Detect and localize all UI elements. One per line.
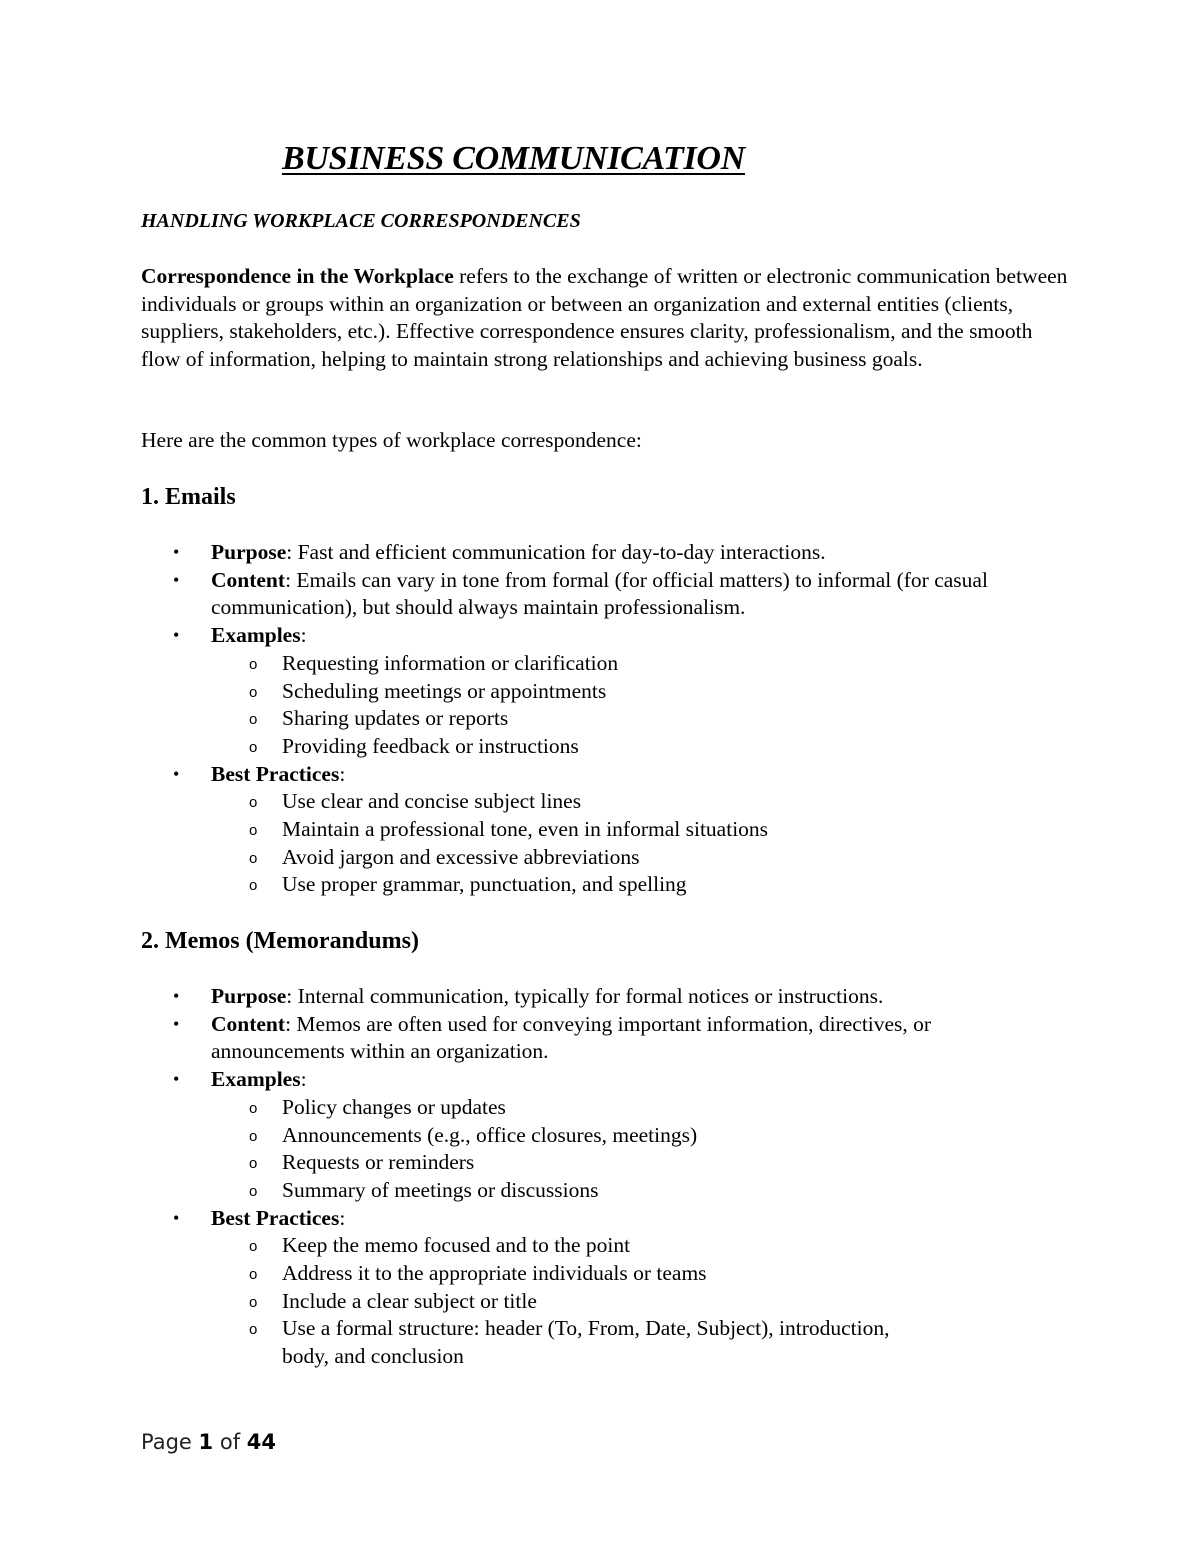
sub-item-text: Announcements (e.g., office closures, meetings) bbox=[282, 1122, 698, 1147]
bullet-symbol: • bbox=[173, 625, 180, 646]
sub-list-item bbox=[0, 1149, 1070, 1177]
bullet-label: Best Practices bbox=[211, 761, 340, 786]
sub-item-text: Summary of meetings or discussions bbox=[282, 1177, 599, 1202]
sub-list-item bbox=[0, 1177, 1070, 1205]
sub-item-text: Scheduling meetings or appointments bbox=[282, 678, 607, 703]
sub-bullet-symbol: o bbox=[249, 1155, 258, 1173]
bullet-text: : Emails can vary in tone from formal (for official matters) to informal (for casual communication), but should always maintain professionalism. bbox=[211, 567, 988, 620]
page-footer bbox=[141, 1430, 276, 1454]
sub-item-text: Avoid jargon and excessive abbreviations bbox=[282, 844, 640, 869]
section-heading-memos: 2. Memos (Memorandums) bbox=[141, 928, 419, 954]
sub-bullet-symbol: o bbox=[249, 683, 258, 701]
sub-list-item bbox=[0, 733, 1070, 761]
bullet-text: : Memos are often used for conveying important information, directives, or announcements within an organization. bbox=[211, 1011, 932, 1064]
sub-bullet-symbol: o bbox=[249, 1182, 258, 1200]
sub-list bbox=[211, 1232, 1070, 1371]
sub-bullet-symbol: o bbox=[249, 711, 258, 729]
sub-bullet-symbol: o bbox=[249, 1127, 258, 1145]
sub-item-text: Keep the memo focused and to the point bbox=[282, 1233, 631, 1258]
bullet-label: Best Practices bbox=[211, 1205, 340, 1230]
sub-bullet-symbol: o bbox=[249, 794, 258, 812]
sub-bullet-symbol: o bbox=[249, 1321, 258, 1339]
bullet-label: Content bbox=[211, 567, 286, 592]
bullet-symbol: • bbox=[173, 1207, 180, 1228]
bullet-text: : bbox=[339, 1205, 346, 1230]
sub-list-item bbox=[0, 1122, 1070, 1150]
bullet-item bbox=[0, 539, 1200, 567]
sub-item-text: Address it to the appropriate individuals or teams bbox=[282, 1261, 707, 1286]
sub-item-text: Use proper grammar, punctuation, and spelling bbox=[282, 872, 687, 897]
sub-bullet-symbol: o bbox=[249, 655, 258, 673]
sub-list-item bbox=[0, 678, 1070, 706]
bullet-label: Purpose bbox=[211, 984, 287, 1008]
sub-item-text: Requests or reminders bbox=[282, 1150, 475, 1175]
bullet-item bbox=[0, 567, 1200, 622]
bullet-item bbox=[0, 622, 1200, 761]
sub-list-item bbox=[0, 1094, 1070, 1122]
footer-current-page: 1 bbox=[198, 1430, 214, 1454]
sub-list-item bbox=[0, 705, 1070, 733]
bullet-label: Examples bbox=[211, 1067, 301, 1092]
bullet-item bbox=[0, 1066, 1200, 1205]
sub-list-item bbox=[0, 1315, 1070, 1370]
sub-bullet-symbol: o bbox=[249, 877, 258, 895]
bullet-text: : Fast and efficient communication for day-to-day interactions. bbox=[286, 540, 826, 564]
sub-item-text: Policy changes or updates bbox=[282, 1094, 506, 1119]
bullet-item bbox=[0, 761, 1200, 900]
sub-list bbox=[211, 1094, 1070, 1205]
bullet-item bbox=[0, 983, 1200, 1011]
sub-item-text: Use a formal structure: header (To, From, Date, Subject), introduction, body, and conclusion bbox=[282, 1316, 890, 1369]
memos-bullet-list bbox=[0, 983, 1200, 1371]
sub-list-item bbox=[0, 1232, 1070, 1260]
footer-page-word: Page bbox=[141, 1430, 192, 1454]
sub-bullet-symbol: o bbox=[249, 849, 258, 867]
sub-item-text: Include a clear subject or title bbox=[282, 1288, 537, 1313]
bullet-text: : bbox=[300, 1067, 307, 1092]
sub-list-item bbox=[0, 871, 1070, 899]
bullet-label: Content bbox=[211, 1011, 286, 1036]
bullet-item bbox=[0, 1205, 1200, 1371]
sub-bullet-symbol: o bbox=[249, 738, 258, 756]
sub-list-item bbox=[0, 816, 1070, 844]
sub-list bbox=[211, 788, 1070, 899]
bullet-symbol: • bbox=[173, 1013, 180, 1034]
section-heading-emails: 1. Emails bbox=[141, 484, 236, 510]
footer-total-pages: 44 bbox=[246, 1430, 277, 1454]
intro-text: refers to the exchange of written or electronic communication between individuals or groups within an organization or between an organization and external entities (clients, suppliers, stakeholders, etc.). Effective correspondence ensures clarity, professionalism, and the smooth flow of information, helping to maintain strong relationships and achieving business goals. bbox=[141, 264, 1068, 371]
bullet-symbol: • bbox=[173, 542, 180, 562]
sub-item-text: Use clear and concise subject lines bbox=[282, 789, 582, 814]
bullet-symbol: • bbox=[173, 986, 180, 1006]
sub-list bbox=[211, 650, 1070, 761]
sub-item-text: Providing feedback or instructions bbox=[282, 733, 579, 758]
sub-list-item bbox=[0, 1260, 1070, 1288]
bullet-text: : bbox=[339, 761, 346, 786]
sub-bullet-symbol: o bbox=[249, 1238, 258, 1256]
footer-of-word: of bbox=[219, 1430, 241, 1454]
sub-list-item bbox=[0, 788, 1070, 816]
bullet-symbol: • bbox=[173, 1069, 180, 1090]
sub-bullet-symbol: o bbox=[249, 822, 258, 840]
intro-term: Correspondence in the Workplace bbox=[141, 264, 454, 288]
sub-bullet-symbol: o bbox=[249, 1266, 258, 1284]
sub-bullet-symbol: o bbox=[249, 1099, 258, 1117]
lead-line: Here are the common types of workplace correspondence: bbox=[141, 428, 642, 452]
bullet-label: Purpose bbox=[211, 540, 287, 564]
emails-bullet-list bbox=[0, 539, 1200, 899]
bullet-text: : bbox=[300, 623, 307, 648]
intro-paragraph bbox=[141, 263, 1071, 373]
bullet-symbol: • bbox=[173, 569, 180, 590]
bullet-symbol: • bbox=[173, 763, 180, 784]
sub-list-item bbox=[0, 844, 1070, 872]
bullet-item bbox=[0, 1011, 1200, 1066]
bullet-text: : Internal communication, typically for formal notices or instructions. bbox=[286, 984, 884, 1008]
sub-list-item bbox=[0, 1288, 1070, 1316]
sub-bullet-symbol: o bbox=[249, 1293, 258, 1311]
document-subtitle: HANDLING WORKPLACE CORRESPONDENCES bbox=[141, 210, 581, 232]
sub-item-text: Maintain a professional tone, even in informal situations bbox=[282, 817, 769, 842]
sub-item-text: Sharing updates or reports bbox=[282, 706, 509, 731]
sub-list-item bbox=[0, 650, 1070, 678]
sub-item-text: Requesting information or clarification bbox=[282, 650, 619, 675]
document-title: BUSINESS COMMUNICATION bbox=[282, 140, 745, 177]
bullet-label: Examples bbox=[211, 623, 301, 648]
